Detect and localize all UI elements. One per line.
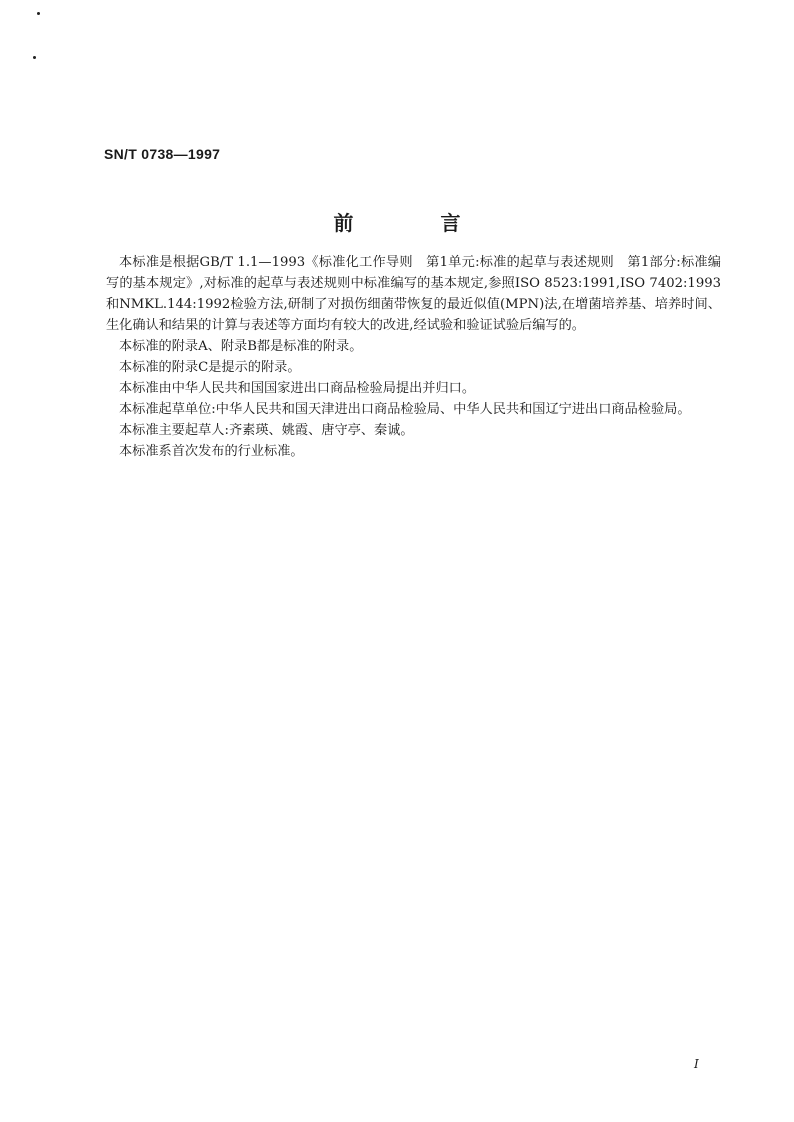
scan-speck	[37, 12, 40, 15]
paragraph-annex-c: 本标准的附录C是提示的附录。	[119, 360, 301, 375]
paragraph-first-issue: 本标准系首次发布的行业标准。	[119, 444, 304, 459]
standard-code: SN/T 0738—1997	[104, 146, 221, 162]
paragraph-annex-ab: 本标准的附录A、附录B都是标准的附录。	[119, 339, 363, 354]
paragraph-drafters: 本标准主要起草人:齐素瑛、姚霞、唐守亭、秦诚。	[119, 423, 414, 438]
paragraph-drafting-units: 本标准起草单位:中华人民共和国天津进出口商品检验局、中华人民共和国辽宁进出口商品检验局。	[119, 402, 691, 417]
page-number: I	[694, 1057, 699, 1071]
document-body	[106, 252, 721, 462]
paragraph-basis: 本标准是根据GB/T 1.1—1993《标准化工作导则 第1单元:标准的起草与表述规则 第1部分:标准编写的基本规定》,对标准的起草与表述规则中标准编写的基本规定,参照ISO 8523:1991,ISO 7402:1993和NMKL.144:1992检验方法,研制了对损伤细菌带恢复的最近似值(MPN)法,在增菌培养基、培养时间、生化确认和结果的计算与表述等方面均有较大的改进,经试验和验证试验后编写的。	[106, 255, 721, 333]
scan-speck	[33, 56, 36, 59]
paragraph-proposer: 本标准由中华人民共和国国家进出口商品检验局提出并归口。	[119, 381, 476, 396]
page-title: 前 言	[333, 211, 501, 235]
